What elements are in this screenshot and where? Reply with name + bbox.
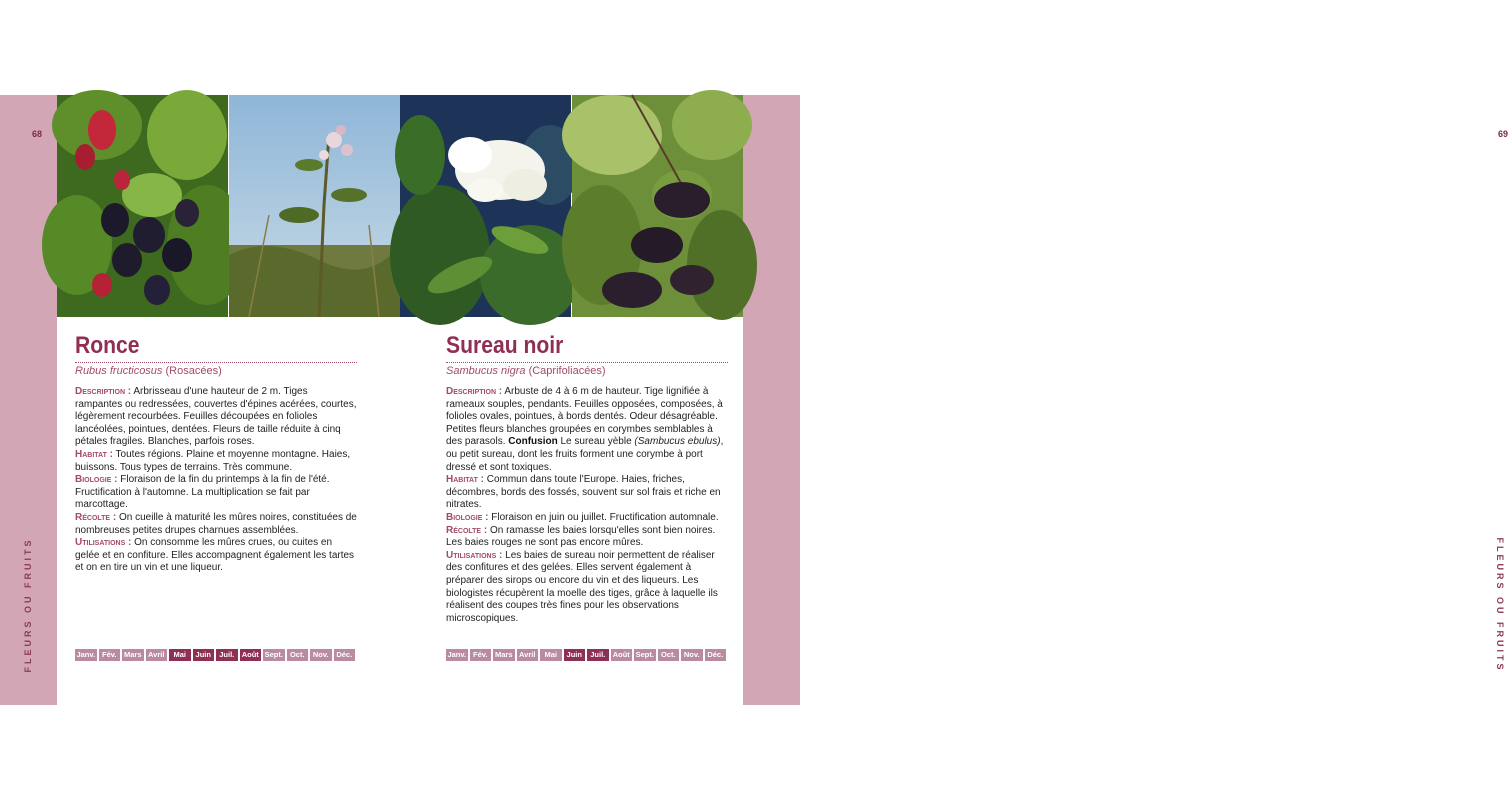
month-cell: Juil. [216, 649, 238, 661]
month-cell: Sept. [264, 650, 283, 659]
entry-sureau-noir [446, 333, 728, 625]
photo-elder-flower-cluster [400, 95, 571, 317]
left-side-band [0, 95, 57, 705]
right-side-band [743, 95, 1508, 705]
photo-bramble-flowering-stem [229, 95, 400, 317]
description-paragraph: Description : Arbrisseau d'une hauteur de 2 m. Tiges rampantes ou redressées, couvertes d'épines acérées, courtes, légèrement recourbées. Feuilles découpées en folioles lancéolées, pointues, dentées. Fleurs de taille réduite à cinq pétales fragiles. Blanches, parfois roses. [75, 386, 357, 448]
biologie-paragraph: Biologie : Floraison de la fin du printemps à la fin de l'été. Fructification à l'automne. La multiplication se fait par marcottage. [75, 474, 330, 511]
month-cell: Mars [123, 650, 142, 659]
month-cell: Janv. [447, 650, 467, 659]
side-label-right: FLEURS OU FRUITS [1495, 537, 1505, 673]
title-rule [75, 362, 357, 363]
recolte-paragraph: Récolte : On ramasse les baies lorsqu'elles sont bien noires. Les baies rouges ne sont pas encore mûres. [446, 524, 716, 549]
habitat-paragraph: Habitat : Commun dans toute l'Europe. Haies, friches, décombres, bords des fossés, souvent sur sol frais et riche en nitrates. [446, 474, 721, 511]
month-cell: Janv. [76, 650, 96, 659]
month-cell: Mars [494, 650, 513, 659]
month-cell: Oct. [658, 649, 680, 661]
month-cell: Sept. [635, 650, 654, 659]
biologie-paragraph: Biologie : Floraison en juin ou juillet. Fructification automnale. [446, 511, 719, 523]
month-cell: Août [611, 649, 633, 661]
month-cell: Mai [169, 649, 191, 661]
month-cell: Nov. [310, 649, 332, 661]
title-rule [446, 362, 728, 363]
entry-title: Ronce [75, 332, 140, 359]
habitat-paragraph: Habitat : Toutes régions. Plaine et moyenne montagne. Haies, buissons. Tous types de terrains. Très commune. [75, 448, 351, 473]
month-cell: Août [240, 649, 262, 661]
entry-title: Sureau noir [446, 332, 564, 359]
month-cell: Juil. [587, 649, 609, 661]
month-cell: Juin [564, 649, 586, 661]
month-cell: Mai [540, 649, 562, 661]
month-cell: Fév. [99, 649, 121, 661]
month-cell: Avril [146, 649, 168, 661]
entry-ronce [75, 333, 357, 575]
latin-name: Sambucus nigra (Caprifoliacées) [446, 365, 606, 377]
month-cell: Juin [193, 649, 215, 661]
month-cell: Avril [517, 649, 539, 661]
utilisations-paragraph: Utilisations : Les baies de sureau noir permettent de réaliser des confitures et des gelées. Elles servent également à préparer des sirops ou encore du vin et des liqueurs. Les biologistes récupèrent la moelle des tiges, grâce à laquelle ils réalisent des coupes très fines pour les observations microscopiques. [446, 549, 718, 624]
month-calendar-ronce [75, 649, 355, 661]
utilisations-paragraph: Utilisations : On consomme les mûres crues, ou cuites en gelée et en confiture. Elles accompagnent également les tartes et on en tire un vin et une liqueur. [75, 537, 355, 574]
page-number-left: 68 [32, 129, 43, 139]
recolte-paragraph: Récolte : On cueille à maturité les mûres noires, constituées de nombreuses petites drupes charnues assemblées. [75, 511, 357, 536]
month-cell: Déc. [705, 649, 727, 661]
month-calendar-sureau [446, 649, 726, 661]
book-spread [0, 95, 1508, 705]
page-number-right: 69 [1498, 129, 1508, 139]
latin-name: Rubus fructicosus (Rosacées) [75, 365, 222, 377]
month-cell: Déc. [334, 649, 356, 661]
month-cell: Oct. [287, 649, 309, 661]
photo-elder-berry-clusters [572, 95, 743, 317]
description-paragraph: Description : Arbuste de 4 à 6 m de hauteur. Tige lignifiée à rameaux souples, pendants. Feuilles opposées, composées, à folioles ovales, pointues, à bords dentés. Odeur désagréable. Petites fleurs blanches groupées en corymbes semblables à des parasols. Confusion Le sureau yèble (Sambucus ebulus), ou petit sureau, dont les fruits forment une corymbe à port dressé et sont toxiques. [446, 386, 724, 473]
photo-blackberry-fruits [57, 95, 228, 317]
side-label-left: FLEURS OU FRUITS [23, 537, 33, 673]
month-cell: Fév. [470, 649, 492, 661]
month-cell: Nov. [681, 649, 703, 661]
